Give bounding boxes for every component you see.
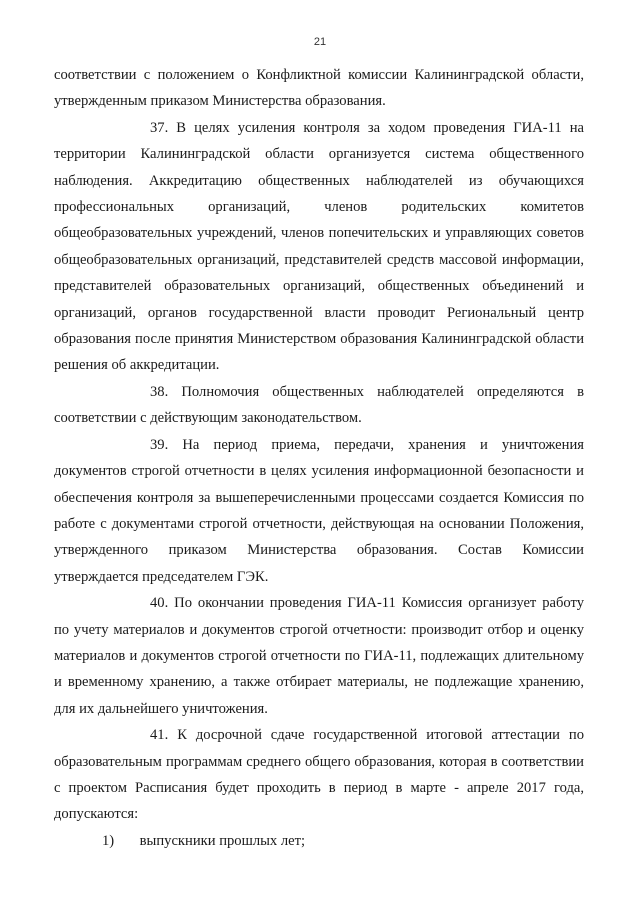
paragraph-text: В целях усиления контроля за ходом проведения ГИА-11 на территории Калининградской области организуется система общественного наблюдения. Аккредитацию общественных наблюдателей из обучающихся профессиональных организаций, членов родительских комитетов общеобразовательных учреждений, членов попечительских и управляющих советов общеобразовательных организаций, представителей средств массовой информации, представителей образовательных организаций, общественных объединений и организаций, органов государственной власти проводит Региональный центр образования после принятия Министерством образования Калининградской области решения об аккредитации. (54, 119, 584, 374)
list-item-text: выпускники прошлых лет; (139, 832, 306, 849)
paragraph-40 (54, 590, 584, 722)
paragraph-number: 38. (150, 383, 169, 400)
paragraph-continuation (54, 62, 584, 115)
paragraph-number: 40. (150, 595, 169, 612)
paragraph-text: На период приема, передачи, хранения и уничтожения документов строгой отчетности в целях усиления информационной безопасности и обеспечения контроля за вышеперечисленными процессами создается Комиссия по работе с документами строгой отчетности, действующая на основании Положения, утвержденного приказом Министерства образования. Состав Комиссии утверждается председателем ГЭК. (54, 436, 584, 585)
paragraph-37 (54, 115, 584, 379)
paragraph-text: К досрочной сдаче государственной итоговой аттестации по образовательным программам среднего общего образования, которая в соответствии с проектом Расписания будет проходить в период в марте - апреле 2017 года, допускаются: (54, 727, 584, 823)
paragraph-number: 37. (150, 119, 169, 136)
list-marker: 1) (102, 832, 115, 849)
list-item (54, 828, 584, 854)
paragraph-number: 39. (150, 436, 169, 453)
page-number: 21 (313, 36, 327, 48)
document-body (54, 62, 584, 854)
paragraph-41 (54, 722, 584, 828)
paragraph-38 (54, 379, 584, 432)
paragraph-39 (54, 432, 584, 590)
paragraph-text: соответствии с положением о Конфликтной комиссии Калининградской области, утвержденным приказом Министерства образования. (54, 67, 584, 110)
paragraph-text: По окончании проведения ГИА-11 Комиссия организует работу по учету материалов и документов строгой отчетности: производит отбор и оценку материалов и документов строгой отчетности по ГИА-11, подлежащих длительному и временному хранению, а также отбирает материалы, не подлежащие хранению, для их дальнейшего уничтожения. (54, 595, 584, 717)
paragraph-number: 41. (150, 727, 169, 744)
paragraph-text: Полномочия общественных наблюдателей определяются в соответствии с действующим законодательством. (54, 383, 585, 427)
